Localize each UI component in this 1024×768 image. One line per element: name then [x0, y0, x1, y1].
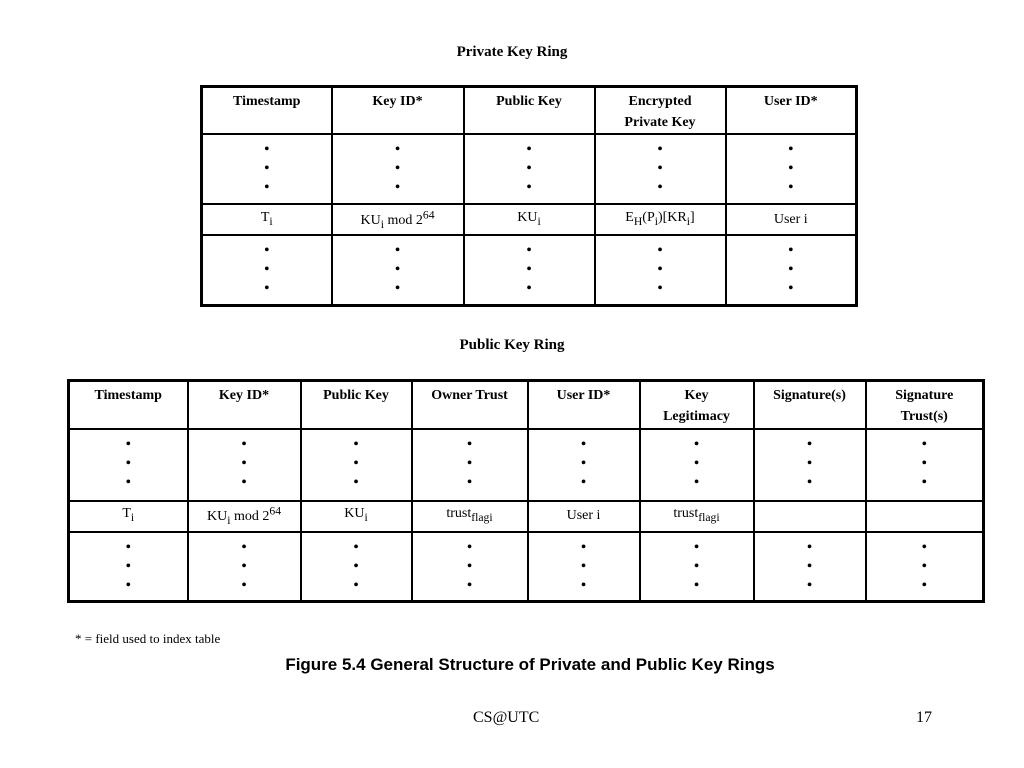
ellipsis-dot: • [806, 454, 813, 472]
ellipsis-dot: • [921, 538, 928, 556]
ellipsis-cell [726, 235, 857, 305]
public-header-timestamp: Timestamp [69, 381, 188, 429]
public-key-ring-title: Public Key Ring [459, 337, 565, 353]
public-entry-key-id: $KU_i$ mod $2^{64}$ [188, 501, 301, 532]
ellipsis-dot: • [787, 242, 794, 260]
ellipsis-dot: • [657, 160, 663, 177]
ellipsis-cell [528, 429, 640, 501]
ellipsis-dot: • [526, 179, 532, 196]
ellipsis-dot: • [241, 538, 247, 556]
ellipsis-dot: • [394, 141, 401, 158]
ellipsis-dot: • [394, 242, 401, 260]
ellipsis-dot: • [657, 242, 663, 260]
ellipsis-dot: • [787, 280, 794, 298]
ellipsis-cell [412, 532, 528, 602]
ellipsis-dot: • [806, 576, 813, 594]
ellipsis-cell [640, 429, 754, 501]
public-entry-key-legitimacy: trust$_{flagi}$ [640, 501, 754, 532]
ellipsis-dot: • [693, 538, 700, 556]
ellipsis-dot: • [263, 179, 270, 196]
ellipsis-dot: • [394, 160, 401, 177]
ellipsis-dot: • [263, 242, 270, 260]
ellipsis-dot: • [580, 538, 587, 556]
private-key-ring-title: Private Key Ring [456, 44, 568, 60]
private-key-ring-table [200, 85, 858, 307]
ellipsis-dot: • [657, 261, 663, 279]
page-number: 17 [916, 709, 932, 726]
ellipsis-cell [332, 235, 464, 305]
ellipsis-dot: • [787, 261, 794, 279]
public-entry-user-id: User i [528, 501, 640, 532]
ellipsis-dot: • [921, 454, 928, 472]
public-entry-signatures [754, 501, 866, 532]
ellipsis-dot: • [693, 557, 700, 575]
ellipsis-dot: • [921, 576, 928, 594]
ellipsis-dot: • [466, 454, 473, 472]
ellipsis-dot: • [657, 280, 663, 298]
public-header-signatures: Signature(s) [754, 381, 866, 429]
ellipsis-cell [188, 532, 301, 602]
ellipsis-dot: • [241, 576, 247, 594]
public-header-public-key: Public Key [301, 381, 412, 429]
private-header-key-id: Key ID* [332, 87, 464, 135]
figure-caption: Figure 5.4 General Structure of Private and Public Key Rings [285, 655, 775, 674]
public-key-ring-table [67, 379, 985, 603]
ellipsis-dot: • [241, 435, 247, 453]
public-header-signature-trusts: Signature Trust(s) [866, 381, 984, 429]
ellipsis-cell [464, 134, 595, 204]
ellipsis-dot: • [394, 280, 401, 298]
ellipsis-dot: • [263, 160, 270, 177]
ellipsis-cell [69, 429, 188, 501]
ellipsis-dot: • [125, 557, 132, 575]
ellipsis-cell [69, 532, 188, 602]
public-entry-row [69, 501, 984, 532]
ellipsis-dot: • [580, 454, 587, 472]
footer-text: CS@UTC [473, 709, 540, 726]
ellipsis-dot: • [353, 538, 359, 556]
ellipsis-cell [595, 134, 726, 204]
ellipsis-cell [202, 235, 332, 305]
index-footnote: * = field used to index table [75, 631, 221, 646]
ellipsis-dot: • [125, 454, 132, 472]
ellipsis-cell [301, 532, 412, 602]
ellipsis-cell [866, 429, 984, 501]
ellipsis-dot: • [125, 538, 132, 556]
ellipsis-dot: • [353, 454, 359, 472]
ellipsis-dot: • [580, 557, 587, 575]
ellipsis-dot: • [526, 280, 532, 298]
ellipsis-dot: • [693, 435, 700, 453]
ellipsis-cell [528, 532, 640, 602]
ellipsis-cell [332, 134, 464, 204]
ellipsis-dot: • [787, 160, 794, 177]
ellipsis-dot: • [353, 435, 359, 453]
ellipsis-dot: • [353, 576, 359, 594]
ellipsis-dot: • [466, 538, 473, 556]
ellipsis-dot: • [806, 538, 813, 556]
private-ellipsis-row-top [202, 134, 857, 204]
ellipsis-cell [754, 532, 866, 602]
ellipsis-cell [640, 532, 754, 602]
ellipsis-dot: • [125, 576, 132, 594]
ellipsis-cell [188, 429, 301, 501]
public-header-user-id: User ID* [528, 381, 640, 429]
ellipsis-dot: • [394, 179, 401, 196]
private-entry-encrypted-private-key: $E_H(P_i)[KR_i]$ [595, 204, 726, 235]
public-ellipsis-row-bottom [69, 532, 984, 602]
ellipsis-dot: • [466, 576, 473, 594]
private-entry-timestamp: $T_i$ [202, 204, 332, 235]
private-header-user-id: User ID* [726, 87, 857, 135]
public-header-owner-trust: Owner Trust [412, 381, 528, 429]
ellipsis-dot: • [241, 454, 247, 472]
ellipsis-dot: • [693, 576, 700, 594]
public-ellipsis-row-top [69, 429, 984, 501]
public-entry-owner-trust: trust$_{flagi}$ [412, 501, 528, 532]
private-header-timestamp: Timestamp [202, 87, 332, 135]
private-entry-key-id: $KU_i$ mod $2^{64}$ [332, 204, 464, 235]
ellipsis-dot: • [693, 454, 700, 472]
ellipsis-dot: • [526, 160, 532, 177]
ellipsis-dot: • [580, 435, 587, 453]
ellipsis-dot: • [787, 141, 794, 158]
ellipsis-cell [595, 235, 726, 305]
ellipsis-dot: • [921, 435, 928, 453]
ellipsis-cell [866, 532, 984, 602]
ellipsis-dot: • [353, 473, 359, 491]
ellipsis-dot: • [693, 473, 700, 491]
ellipsis-dot: • [526, 141, 532, 158]
ellipsis-dot: • [263, 141, 270, 158]
ellipsis-dot: • [241, 473, 247, 491]
ellipsis-dot: • [580, 576, 587, 594]
ellipsis-cell [464, 235, 595, 305]
private-entry-user-id: User i [726, 204, 857, 235]
ellipsis-dot: • [806, 435, 813, 453]
ellipsis-dot: • [125, 435, 132, 453]
ellipsis-dot: • [241, 557, 247, 575]
ellipsis-cell [202, 134, 332, 204]
ellipsis-dot: • [526, 261, 532, 279]
public-entry-signature-trusts [866, 501, 984, 532]
ellipsis-dot: • [466, 557, 473, 575]
public-entry-public-key: $KU_i$ [301, 501, 412, 532]
ellipsis-dot: • [921, 557, 928, 575]
ellipsis-dot: • [263, 280, 270, 298]
ellipsis-dot: • [806, 473, 813, 491]
ellipsis-cell [726, 134, 857, 204]
ellipsis-cell [412, 429, 528, 501]
ellipsis-cell [301, 429, 412, 501]
ellipsis-dot: • [921, 473, 928, 491]
private-ellipsis-row-bottom [202, 235, 857, 305]
ellipsis-dot: • [526, 242, 532, 260]
ellipsis-dot: • [125, 473, 132, 491]
ellipsis-dot: • [580, 473, 587, 491]
public-entry-timestamp: $T_i$ [69, 501, 188, 532]
ellipsis-dot: • [787, 179, 794, 196]
ellipsis-dot: • [466, 435, 473, 453]
ellipsis-dot: • [657, 179, 663, 196]
ellipsis-dot: • [657, 141, 663, 158]
ellipsis-dot: • [263, 261, 270, 279]
ellipsis-cell [754, 429, 866, 501]
ellipsis-dot: • [806, 557, 813, 575]
ellipsis-dot: • [353, 557, 359, 575]
public-header-key-legitimacy: Key Legitimacy [640, 381, 754, 429]
private-header-encrypted-private-key: Encrypted Private Key [595, 87, 726, 135]
ellipsis-dot: • [394, 261, 401, 279]
private-header-public-key: Public Key [464, 87, 595, 135]
ellipsis-dot: • [466, 473, 473, 491]
private-entry-public-key: $KU_i$ [464, 204, 595, 235]
public-header-key-id: Key ID* [188, 381, 301, 429]
private-entry-row [202, 204, 857, 235]
